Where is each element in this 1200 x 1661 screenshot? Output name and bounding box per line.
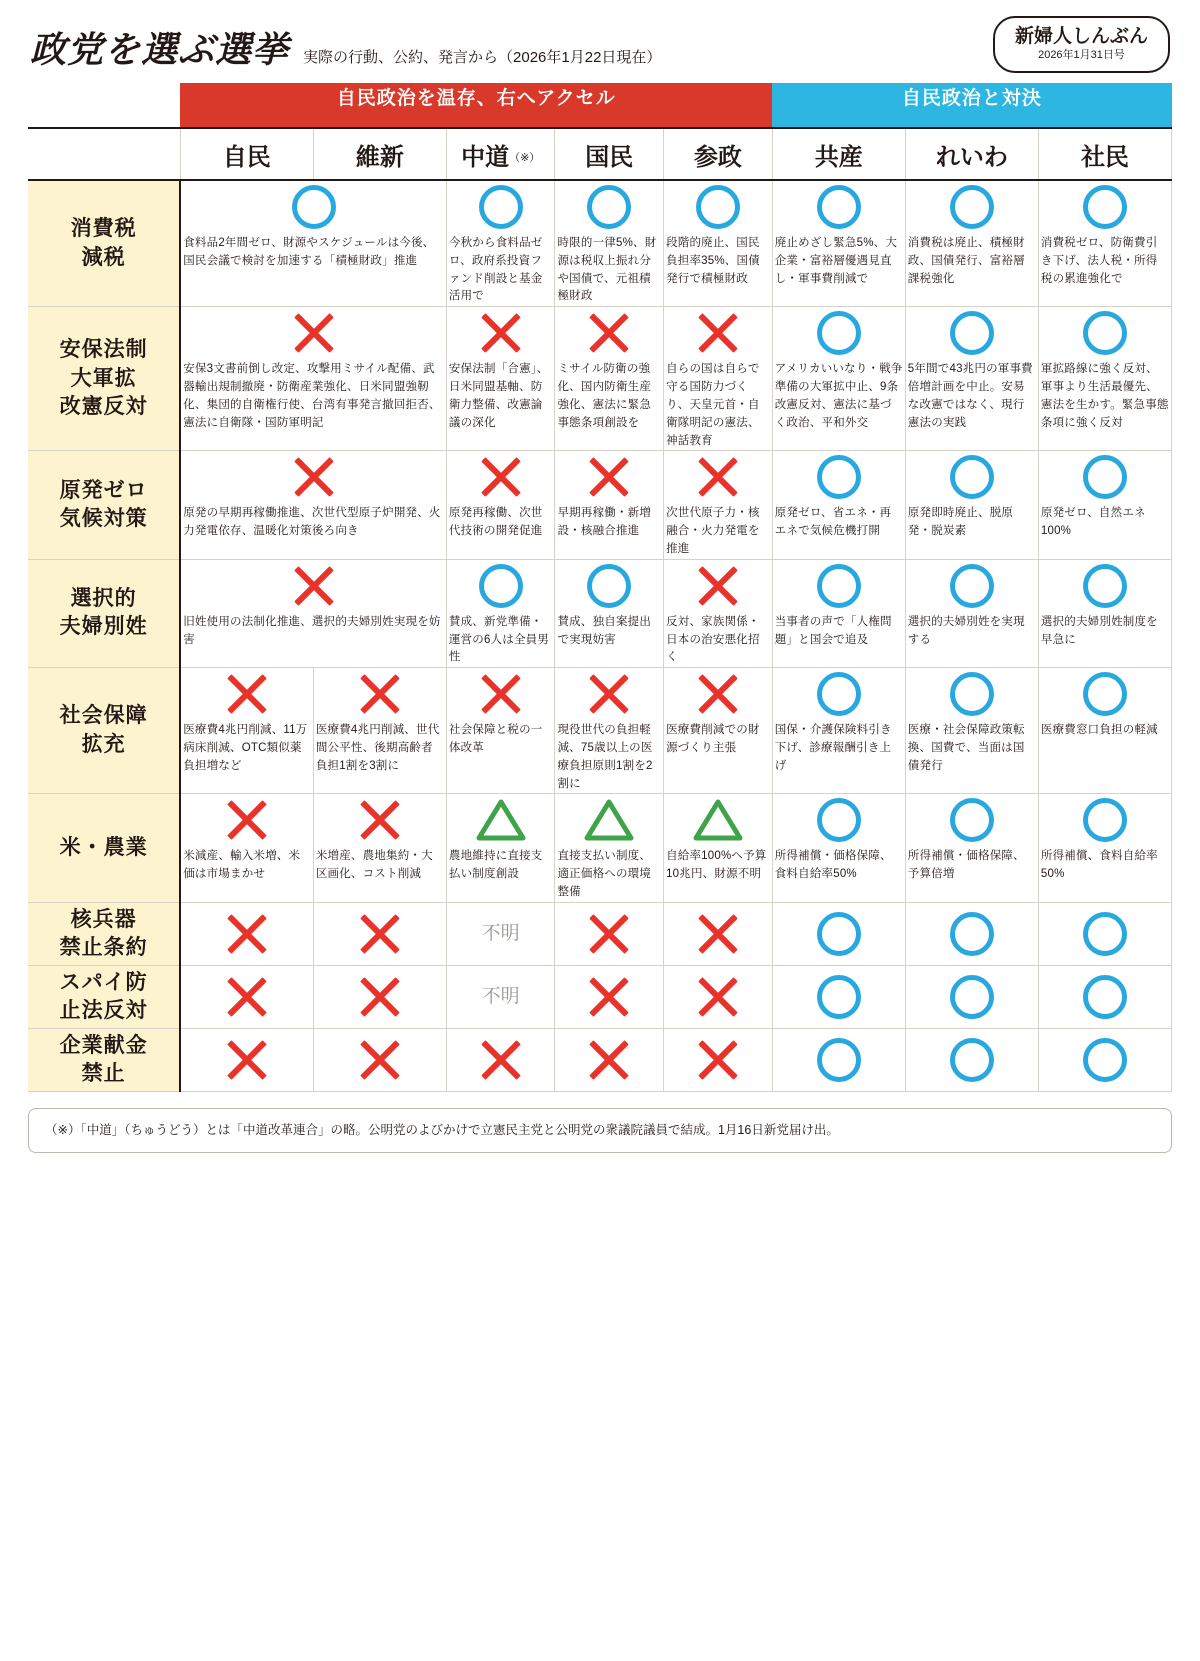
position-description: 原発ゼロ、省エネ・再エネで気候危機打開	[774, 507, 892, 538]
position-mark	[555, 307, 663, 359]
position-cell	[905, 559, 1038, 667]
position-description: 廃止めざし緊急5%、大企業・富裕層優遇見直し・軍事費削減で	[774, 237, 898, 285]
position-cell	[905, 965, 1038, 1028]
table-row	[28, 1028, 1172, 1091]
position-cell	[555, 965, 664, 1028]
group-header-2: 自民政治と対決	[772, 83, 1171, 128]
position-mark	[454, 1035, 548, 1085]
mark-circle-icon	[1083, 912, 1127, 956]
position-cell	[664, 794, 773, 902]
position-cell	[555, 794, 664, 902]
position-cell	[446, 902, 555, 965]
position-cell	[180, 1028, 313, 1091]
position-cell	[180, 794, 313, 902]
position-cell	[180, 902, 313, 965]
position-mark	[913, 1035, 1031, 1085]
issue-label-5: 社会保障 拡充	[28, 668, 180, 794]
position-description: 医療費4兆円削減、世代間公平性、後期高齢者負担1割を3割に	[315, 724, 440, 772]
mark-cross-icon	[587, 455, 631, 499]
party-name: 参政	[693, 143, 742, 171]
party-header-8	[1038, 128, 1171, 180]
position-mark	[1039, 181, 1171, 233]
issue-label-1: 消費税 減税	[28, 180, 180, 307]
position-mark	[913, 972, 1031, 1022]
comparison-table-wrap	[0, 83, 1200, 1092]
position-mark	[906, 560, 1038, 612]
mark-circle-icon	[950, 672, 994, 716]
mark-circle-icon	[479, 564, 523, 608]
position-cell	[313, 794, 446, 902]
mark-circle-icon	[696, 185, 740, 229]
position-mark	[664, 451, 772, 503]
position-cell	[180, 180, 446, 307]
title-block	[30, 22, 661, 73]
position-mark	[454, 909, 548, 959]
position-cell	[555, 180, 664, 307]
position-cell	[555, 559, 664, 667]
mark-cross-icon	[358, 672, 402, 716]
position-cell	[446, 1028, 555, 1091]
position-description: 米減産、輸入米増、米価は市場まかせ	[183, 850, 301, 881]
party-name: 自民	[222, 143, 271, 171]
party-header-3	[446, 128, 555, 180]
position-mark	[562, 1035, 656, 1085]
mark-circle-icon	[950, 185, 994, 229]
position-mark	[906, 307, 1038, 359]
position-cell	[180, 451, 446, 559]
position-mark	[664, 560, 772, 612]
position-cell	[772, 794, 905, 902]
position-description: 所得補償、食料自給率50%	[1040, 850, 1158, 881]
group-header-1: 自民政治を温存、右へアクセル	[180, 83, 772, 128]
position-description: 所得補償・価格保障、予算倍増	[907, 850, 1025, 881]
position-description: 時限的一律5%、財源は税収上振れ分や国債で、元祖積極財政	[557, 237, 657, 303]
mark-circle-icon	[817, 912, 861, 956]
position-cell	[180, 668, 313, 794]
party-name: 社民	[1080, 143, 1129, 171]
position-description: 段階的廃止、国民負担率35%、国債発行で積極財政	[666, 237, 760, 285]
table-row	[28, 180, 1172, 307]
position-cell	[446, 559, 555, 667]
position-cell	[555, 1028, 664, 1091]
position-cell	[1038, 180, 1171, 307]
position-cell	[772, 451, 905, 559]
position-cell	[664, 1028, 773, 1091]
party-name: 維新	[355, 143, 404, 171]
position-description: 自給率100%へ予算10兆円、財源不明	[666, 850, 767, 881]
mark-cross-icon	[696, 564, 740, 608]
mark-triangle-icon	[693, 798, 743, 842]
party-name: 国民	[585, 143, 634, 171]
position-cell	[313, 1028, 446, 1091]
mark-circle-icon	[817, 455, 861, 499]
position-cell	[446, 180, 555, 307]
position-mark	[188, 972, 306, 1022]
table-body	[28, 83, 1172, 1091]
position-description: 選択的夫婦別姓を実現する	[907, 615, 1025, 646]
position-description: 早期再稼働・新増設・核融合推進	[557, 507, 652, 538]
position-mark	[773, 560, 905, 612]
mark-triangle-icon	[476, 798, 526, 842]
position-mark	[906, 451, 1038, 503]
position-mark	[1046, 972, 1164, 1022]
position-cell	[313, 902, 446, 965]
party-name: れいわ	[935, 143, 1008, 171]
position-mark	[555, 181, 663, 233]
position-mark	[181, 181, 446, 233]
position-cell	[905, 794, 1038, 902]
mark-cross-icon	[587, 975, 631, 1019]
position-description: 直接支払い制度、適正価格への環境整備	[557, 850, 652, 899]
position-description: 自らの国は自らで守る国防力づくり、天皇元首・自衛隊明記の憲法、神話教育	[666, 363, 760, 447]
mark-circle-icon	[1083, 672, 1127, 716]
position-cell	[664, 902, 773, 965]
position-cell	[905, 668, 1038, 794]
position-mark	[447, 668, 555, 720]
mark-unknown-label: 不明	[481, 985, 520, 1007]
position-cell	[446, 965, 555, 1028]
position-cell	[905, 307, 1038, 451]
mark-circle-icon	[292, 185, 336, 229]
position-mark	[906, 181, 1038, 233]
mark-circle-icon	[817, 564, 861, 608]
mark-cross-icon	[292, 455, 336, 499]
position-cell	[772, 1028, 905, 1091]
position-description: 賛成、新党準備・運営の6人は全員男性	[448, 615, 550, 664]
mark-cross-icon	[292, 311, 336, 355]
position-description: 医療費窓口負担の軽減	[1040, 724, 1158, 737]
issue-label-4: 選択的 夫婦別姓	[28, 559, 180, 667]
mark-cross-icon	[587, 311, 631, 355]
mark-cross-icon	[479, 672, 523, 716]
mark-cross-icon	[587, 912, 631, 956]
position-description: アメリカいいなり・戦争準備の大軍拡中止、9条改憲反対、憲法に基づく政治、平和外交	[774, 363, 903, 429]
position-description: 当事者の声で「人権問題」と国会で追及	[774, 615, 892, 646]
position-mark	[773, 181, 905, 233]
mark-cross-icon	[225, 798, 269, 842]
mark-circle-icon	[950, 564, 994, 608]
position-cell	[905, 180, 1038, 307]
position-description: 医療・社会保障政策転換、国費で、当面は国債発行	[907, 724, 1025, 772]
table-row	[28, 559, 1172, 667]
position-description: 現役世代の負担軽減、75歳以上の医療負担原則1割を2割に	[557, 724, 653, 790]
position-mark	[780, 972, 898, 1022]
position-mark	[664, 181, 772, 233]
position-description: 軍拡路線に強く反対、軍事より生活最優先、憲法を生かす。緊急事態条項に強く反対	[1040, 363, 1169, 429]
position-cell	[905, 1028, 1038, 1091]
position-mark	[780, 909, 898, 959]
mark-circle-icon	[950, 455, 994, 499]
position-description: 農地維持に直接支払い制度創設	[448, 850, 543, 881]
position-cell	[664, 559, 773, 667]
position-cell	[772, 902, 905, 965]
position-cell	[664, 451, 773, 559]
mark-circle-icon	[1083, 311, 1127, 355]
position-description: 米増産、農地集約・大区画化、コスト削減	[315, 850, 433, 881]
position-mark	[555, 668, 663, 720]
position-mark	[321, 1035, 439, 1085]
position-mark	[454, 972, 548, 1022]
mark-cross-icon	[292, 564, 336, 608]
position-mark	[671, 1035, 765, 1085]
position-cell	[772, 307, 905, 451]
publication-date: 2026年1月31日号	[1038, 48, 1125, 61]
group-header-spacer	[28, 83, 180, 128]
position-mark	[671, 909, 765, 959]
position-mark	[773, 451, 905, 503]
mark-cross-icon	[696, 672, 740, 716]
mark-unknown-label: 不明	[481, 922, 520, 944]
mark-cross-icon	[358, 1038, 402, 1082]
position-mark	[671, 972, 765, 1022]
position-mark	[913, 909, 1031, 959]
position-mark	[321, 909, 439, 959]
mark-circle-icon	[817, 798, 861, 842]
position-mark	[773, 794, 905, 846]
table-row	[28, 451, 1172, 559]
mark-circle-icon	[817, 672, 861, 716]
position-description: 5年間で43兆円の軍事費倍増計画を中止。安易な改憲ではなく、現行憲法の実践	[907, 363, 1033, 429]
position-mark	[447, 307, 555, 359]
table-row	[28, 794, 1172, 902]
position-mark	[447, 451, 555, 503]
party-name: 中道	[461, 143, 510, 171]
position-description: 原発ゼロ、自然エネ100%	[1040, 507, 1146, 538]
issue-column-header	[28, 128, 180, 180]
position-mark	[773, 668, 905, 720]
position-description: 原発再稼働、次世代技術の開発促進	[448, 507, 543, 538]
position-mark	[1046, 1035, 1164, 1085]
position-cell	[180, 559, 446, 667]
mark-circle-icon	[1083, 1038, 1127, 1082]
position-cell	[446, 451, 555, 559]
position-cell	[905, 902, 1038, 965]
mark-cross-icon	[479, 455, 523, 499]
position-cell	[1038, 794, 1171, 902]
table-row	[28, 965, 1172, 1028]
position-cell	[664, 307, 773, 451]
mark-circle-icon	[1083, 564, 1127, 608]
mark-cross-icon	[225, 672, 269, 716]
mark-cross-icon	[479, 311, 523, 355]
position-description: 賛成、独自案提出で実現妨害	[557, 615, 652, 646]
mark-cross-icon	[696, 1038, 740, 1082]
mark-circle-icon	[479, 185, 523, 229]
position-mark	[1039, 307, 1171, 359]
position-mark	[447, 560, 555, 612]
position-mark	[906, 668, 1038, 720]
position-cell	[772, 180, 905, 307]
position-cell	[1038, 1028, 1171, 1091]
position-cell	[555, 451, 664, 559]
position-mark	[664, 307, 772, 359]
position-cell	[446, 307, 555, 451]
position-cell	[446, 668, 555, 794]
position-mark	[664, 668, 772, 720]
position-cell	[772, 965, 905, 1028]
position-cell	[905, 451, 1038, 559]
mark-circle-icon	[817, 311, 861, 355]
mark-circle-icon	[950, 1038, 994, 1082]
mark-circle-icon	[950, 912, 994, 956]
mark-cross-icon	[358, 912, 402, 956]
publication-stamp	[993, 16, 1170, 73]
position-mark	[188, 909, 306, 959]
mark-circle-icon	[817, 1038, 861, 1082]
position-mark	[780, 1035, 898, 1085]
position-mark	[562, 972, 656, 1022]
position-cell	[555, 902, 664, 965]
position-mark	[181, 560, 446, 612]
mark-cross-icon	[696, 975, 740, 1019]
table-row	[28, 307, 1172, 451]
mark-cross-icon	[225, 975, 269, 1019]
position-mark	[773, 307, 905, 359]
position-description: 医療費削減での財源づくり主張	[666, 724, 760, 754]
position-cell	[1038, 307, 1171, 451]
position-cell	[555, 668, 664, 794]
position-description: 次世代原子力・核融合・火力発電を推進	[666, 507, 760, 555]
mark-triangle-icon	[584, 798, 634, 842]
position-description: 旧姓使用の法制化推進、選択的夫婦別姓実現を妨害	[183, 615, 441, 646]
position-mark	[1046, 909, 1164, 959]
mark-circle-icon	[950, 798, 994, 842]
position-cell	[664, 965, 773, 1028]
mark-cross-icon	[225, 912, 269, 956]
issue-label-9: 企業献金 禁止	[28, 1028, 180, 1091]
position-cell	[313, 965, 446, 1028]
position-cell	[1038, 451, 1171, 559]
publication-name: 新婦人しんぶん	[1014, 26, 1148, 47]
position-cell	[1038, 668, 1171, 794]
position-cell	[555, 307, 664, 451]
issue-label-2: 安保法制 大軍拡 改憲反対	[28, 307, 180, 451]
position-mark	[555, 794, 663, 846]
issue-label-7: 核兵器 禁止条約	[28, 902, 180, 965]
position-mark	[321, 972, 439, 1022]
position-description: 反対、家族関係・日本の治安悪化招く	[666, 615, 760, 664]
issue-label-3: 原発ゼロ 気候対策	[28, 451, 180, 559]
position-cell	[772, 668, 905, 794]
page-header	[0, 0, 1200, 83]
party-header-1	[180, 128, 313, 180]
position-cell	[180, 307, 446, 451]
position-description: 食料品2年間ゼロ、財源やスケジュールは今後、国民会議で検討を加速する「積極財政」推進	[183, 237, 435, 267]
position-mark	[664, 794, 772, 846]
mark-circle-icon	[587, 185, 631, 229]
issue-label-8: スパイ防 止法反対	[28, 965, 180, 1028]
position-mark	[1039, 451, 1171, 503]
position-description: 安保3文書前倒し改定、攻撃用ミサイル配備、武器輸出規制撤廃・防衛産業強化、日米同盟強靭化、集団的自衛権行使、台湾有事発言撤回拒否、憲法に自衛隊・国防軍明記	[183, 363, 441, 429]
page-subtitle: 実際の行動、公約、発言から（2026年1月22日現在）	[303, 49, 662, 66]
mark-circle-icon	[817, 975, 861, 1019]
position-mark	[906, 794, 1038, 846]
mark-circle-icon	[1083, 975, 1127, 1019]
table-row	[28, 902, 1172, 965]
position-description: ミサイル防衛の強化、国内防衛生産強化、憲法に緊急事態条項創設を	[557, 363, 652, 429]
mark-circle-icon	[1083, 798, 1127, 842]
position-mark	[1039, 560, 1171, 612]
mark-circle-icon	[1083, 455, 1127, 499]
party-note: （※）	[509, 151, 541, 164]
position-description: 消費税は廃止、積極財政、国債発行、富裕層課税強化	[907, 237, 1025, 285]
position-mark	[188, 1035, 306, 1085]
position-mark	[314, 668, 446, 720]
party-header-7	[905, 128, 1038, 180]
position-mark	[1039, 668, 1171, 720]
position-mark	[555, 560, 663, 612]
mark-cross-icon	[696, 912, 740, 956]
mark-cross-icon	[479, 1038, 523, 1082]
position-cell	[180, 965, 313, 1028]
party-name: 共産	[814, 143, 863, 171]
position-cell	[1038, 559, 1171, 667]
position-mark	[562, 909, 656, 959]
position-description: 今秋から食料品ゼロ、政府系投資ファンド削設と基金活用で	[448, 237, 543, 303]
position-description: 所得補償・価格保障、食料自給率50%	[774, 850, 892, 881]
position-mark	[447, 794, 555, 846]
mark-circle-icon	[950, 311, 994, 355]
mark-circle-icon	[587, 564, 631, 608]
position-cell	[1038, 965, 1171, 1028]
position-cell	[664, 180, 773, 307]
position-mark	[555, 451, 663, 503]
mark-cross-icon	[696, 311, 740, 355]
party-header-4	[555, 128, 664, 180]
mark-cross-icon	[358, 798, 402, 842]
position-cell	[664, 668, 773, 794]
mark-circle-icon	[950, 975, 994, 1019]
footnote: （※）「中道」（ちゅうどう）とは「中道改革連合」の略。公明党のよびかけで立憲民主党と公明党の衆議院議員で結成。1月16日新党届け出。	[28, 1108, 1172, 1153]
position-mark	[314, 794, 446, 846]
mark-circle-icon	[817, 185, 861, 229]
mark-cross-icon	[696, 455, 740, 499]
position-mark	[181, 794, 313, 846]
party-header-2	[313, 128, 446, 180]
mark-circle-icon	[1083, 185, 1127, 229]
party-header-5	[664, 128, 773, 180]
position-mark	[181, 451, 446, 503]
page-title: 政党を選ぶ選挙	[30, 29, 290, 70]
mark-cross-icon	[358, 975, 402, 1019]
issue-label-6: 米・農業	[28, 794, 180, 902]
table-row	[28, 668, 1172, 794]
position-description: 消費税ゼロ、防衛費引き下げ、法人税・所得税の累進強化で	[1040, 237, 1158, 285]
position-description: 社会保障と税の一体改革	[448, 724, 543, 754]
position-description: 医療費4兆円削減、11万病床削減、OTC類似薬負担増など	[183, 724, 308, 772]
position-mark	[447, 181, 555, 233]
position-description: 国保・介護保険料引き下げ、診療報酬引き上げ	[774, 724, 892, 772]
party-header-6	[772, 128, 905, 180]
position-cell	[313, 668, 446, 794]
position-description: 原発即時廃止、脱原発・脱炭素	[907, 507, 1014, 538]
position-mark	[181, 668, 313, 720]
party-comparison-table	[28, 83, 1172, 1092]
mark-cross-icon	[225, 1038, 269, 1082]
position-mark	[181, 307, 446, 359]
mark-cross-icon	[587, 1038, 631, 1082]
position-description: 安保法制「合憲」、日米同盟基軸、防衛力整備、改憲論議の深化	[448, 363, 549, 429]
position-description: 選択的夫婦別姓制度を早急に	[1040, 615, 1158, 646]
position-mark	[1039, 794, 1171, 846]
mark-cross-icon	[587, 672, 631, 716]
position-cell	[446, 794, 555, 902]
position-description: 原発の早期再稼働推進、次世代型原子炉開発、火力発電依存、温暖化対策後ろ向き	[183, 507, 441, 538]
position-cell	[772, 559, 905, 667]
position-cell	[1038, 902, 1171, 965]
